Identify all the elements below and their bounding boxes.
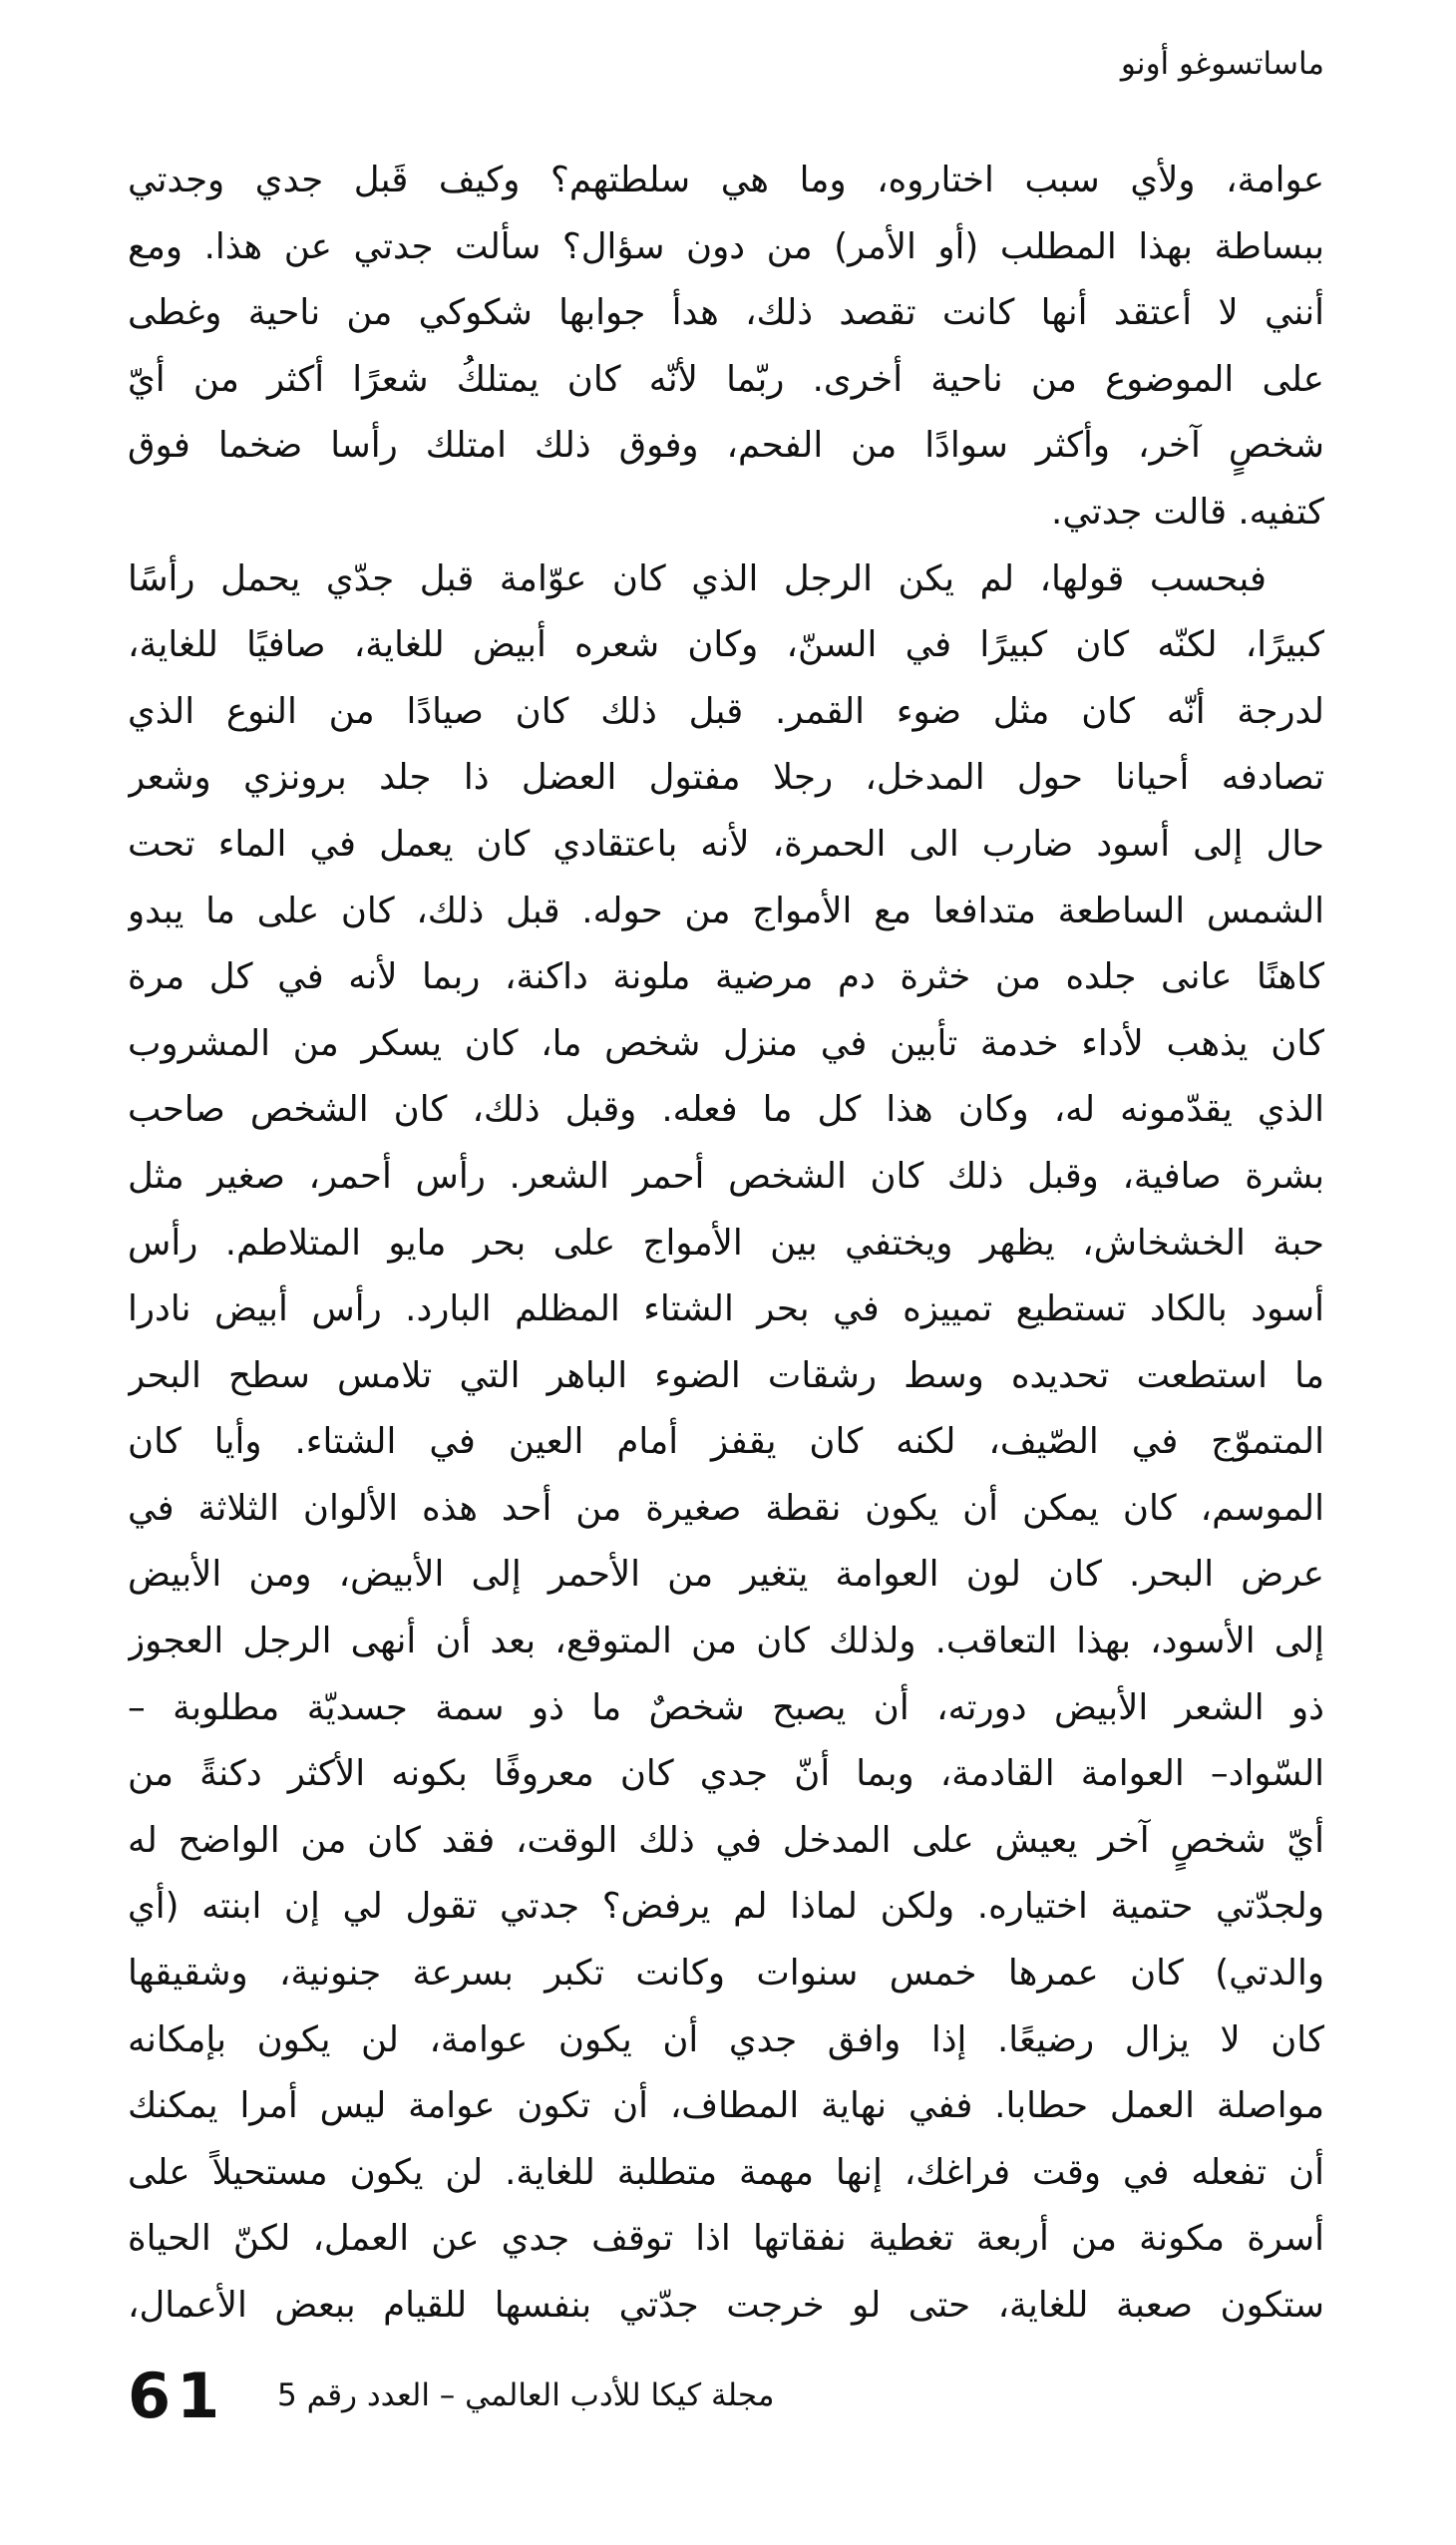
page-number: 61	[128, 2360, 226, 2432]
text-line: الموسم، كان يمكن أن يكون نقطة صغيرة من أحد هذه الألوان الثلاثة في	[128, 1487, 1324, 1529]
text-line: بشرة صافية، وقبل ذلك كان الشخص أحمر الشعر. رأس أحمر، صغير مثل	[128, 1155, 1324, 1197]
text-line: فبحسب قولها، لم يكن الرجل الذي كان عوّامة قبل جدّي يحمل رأسًا	[128, 557, 1267, 599]
text-line: ذو الشعر الأبيض دورته، أن يصبح شخصٌ ما ذو سمة جسديّة مطلوبة –	[128, 1686, 1324, 1728]
text-line: مواصلة العمل حطابا. ففي نهاية المطاف، أن تكون عوامة ليس أمرا يمكنك	[128, 2085, 1324, 2127]
text-line: حبة الخشخاش، يظهر ويختفي بين الأمواج على بحر مايو المتلاطم. رأس	[128, 1222, 1324, 1264]
text-line: إلى الأسود، بهذا التعاقب. ولذلك كان من المتوقع، بعد أن أنهى الرجل العجوز	[128, 1621, 1324, 1662]
page-footer	[128, 2359, 1324, 2438]
text-line: على الموضوع من ناحية أخرى. ربّما لأنّه كان يمتلكُ شعرًا أكثر من أيّ	[128, 358, 1324, 400]
paragraph	[128, 546, 1324, 2340]
text-line: ما استطعت تحديده وسط رشقات الضوء الباهر التي تلامس سطح البحر	[128, 1354, 1324, 1396]
text-line: عرض البحر. كان لون العوامة يتغير من الأحمر إلى الأبيض، ومن الأبيض	[128, 1554, 1324, 1596]
text-line: ستكون صعبة للغاية، حتى لو خرجت جدّتي بنفسها للقيام ببعض الأعمال،	[128, 2285, 1324, 2326]
text-line: أيّ شخصٍ آخر يعيش على المدخل في ذلك الوقت، فقد كان من الواضح له	[128, 1819, 1324, 1861]
body-text	[128, 148, 1324, 2340]
journal-title: مجلة كيكا للأدب العالمي – العدد رقم 5	[277, 2377, 775, 2413]
text-line: عوامة، ولأي سبب اختاروه، وما هي سلطتهم؟ وكيف قَبل جدي وجدتي	[128, 160, 1324, 200]
text-line: السّواد– العوامة القادمة، وبما أنّ جدي كان معروفًا بكونه الأكثر دكنةً من	[128, 1753, 1324, 1795]
text-line: كان لا يزال رضيعًا. إذا وافق جدي أن يكون عوامة، لن يكون بإمكانه	[128, 2018, 1324, 2060]
text-line: والدتي) كان عمرها خمس سنوات وكانت تكبر بسرعة جنونية، وشقيقها	[128, 1953, 1324, 1995]
text-line: أن تفعله في وقت فراغك، إنها مهمة متطلبة للغاية. لن يكون مستحيلاً على	[128, 2151, 1324, 2193]
text-line: المتموّج في الصّيف، لكنه كان يقفز أمام العين في الشتاء. وأيا كان	[128, 1421, 1324, 1463]
paragraph	[128, 148, 1324, 546]
text-line: الشمس الساطعة متدافعا مع الأمواج من حوله. قبل ذلك، كان على ما يبدو	[128, 890, 1324, 931]
text-line: أسرة مكونة من أربعة تغطية نفقاتها اذا توقف جدي عن العمل، لكنّ الحياة	[128, 2218, 1324, 2260]
text-line: الذي يقدّمونه له، وكان هذا كل ما فعله. وقبل ذلك، كان الشخص صاحب	[128, 1089, 1324, 1131]
running-header-author: ماساتسوغو أونو	[1120, 46, 1324, 82]
text-line: تصادفه أحيانا حول المدخل، رجلا مفتول العضل ذا جلد برونزي وشعر	[128, 757, 1324, 799]
text-line: لدرجة أنّه كان مثل ضوء القمر. قبل ذلك كان صيادًا من النوع الذي	[128, 690, 1324, 732]
text-line: كتفيه. قالت جدتي.	[1051, 491, 1324, 533]
text-line: ببساطة بهذا المطلب (أو الأمر) من دون سؤال؟ سألت جدتي عن هذا. ومع	[128, 225, 1324, 267]
text-line: كبيرًا، لكنّه كان كبيرًا في السنّ، وكان شعره أبيض للغاية، صافيًا للغاية،	[128, 624, 1324, 666]
text-line: ولجدّتي حتمية اختياره. ولكن لماذا لم يرفض؟ جدتي تقول لي إن ابنته (أي	[128, 1886, 1324, 1928]
text-line: كاهنًا عانى جلده من خثرة دم مرضية ملونة داكنة، ربما لأنه في كل مرة	[128, 956, 1324, 998]
text-line: أسود بالكاد تستطيع تمييزه في بحر الشتاء المظلم البارد. رأس أبيض نادرا	[128, 1288, 1324, 1330]
text-line: شخصٍ آخر، وأكثر سوادًا من الفحم، وفوق ذلك امتلك رأسا ضخما فوق	[128, 425, 1324, 467]
text-line: أنني لا أعتقد أنها كانت تقصد ذلك، هدأ جوابها شكوكي من ناحية وغطى	[128, 292, 1324, 334]
text-line: كان يذهب لأداء خدمة تأبين في منزل شخص ما، كان يسكر من المشروب	[128, 1022, 1324, 1064]
text-line: حال إلى أسود ضارب الى الحمرة، لأنه باعتقادي كان يعمل في الماء تحت	[128, 823, 1324, 865]
